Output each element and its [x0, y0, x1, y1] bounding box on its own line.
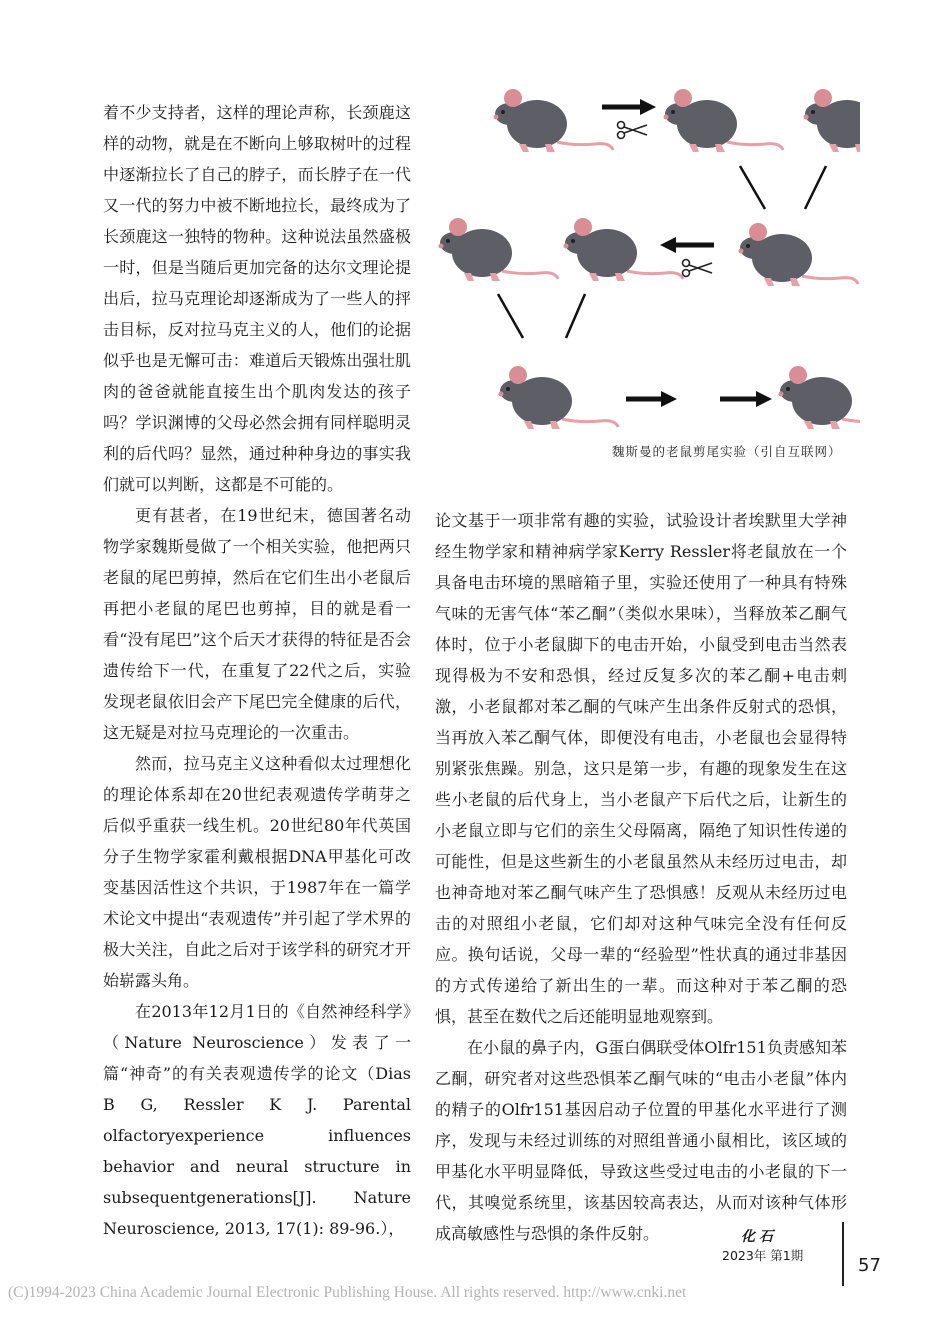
connector-line	[740, 166, 765, 209]
arrow-right-icon	[626, 391, 677, 407]
figure-illustration	[420, 76, 860, 438]
mouse-icon	[804, 89, 861, 152]
mouse-icon	[779, 366, 861, 429]
footer-divider	[842, 1222, 844, 1286]
paragraph: 在小鼠的鼻子内，G蛋白偶联受体Olfr151负责感知苯乙酮，研究者对这些恐惧苯乙酮气味的“电击小老鼠”体内的精子的Olfr151基因启动子位置的甲基化水平进行了测序，发现与未经过训练的对照组普通小鼠相比，该区域的甲基化水平明显降低，导致这些受过电击的小老鼠的下一代，其嗅觉系统里，该基因较高表达，从而对该种气体形成高敏感性与恐惧的条件反射。	[435, 1038, 847, 1243]
left-column	[103, 97, 411, 1244]
paragraph: 论文基于一项非常有趣的实验，试验设计者埃默里大学神经生物学家和精神病学家Kerry Ressler将老鼠放在一个具备电击环境的黑暗箱子里，实验还使用了一种具有特殊气味的无害气体“苯乙酮”（类似水果味），当释放苯乙酮气体时，位于小老鼠脚下的电击开始，小鼠受到电击当然表现得极为不安和恐惧，经过反复多次的苯乙酮+电击刺激，小老鼠都对苯乙酮的气味产生出条件反射式的恐惧，当再放入苯乙酮气体，即便没有电击，小老鼠也会显得特别紧张焦躁。别急，这只是第一步，有趣的现象发生在这些小老鼠的后代身上，当小老鼠产下后代之后，让新生的小老鼠立即与它们的亲生父母隔离，隔绝了知识性传递的可能性，但是这些新生的小老鼠虽然从未经历过电击，却也神奇地对苯乙酮气味产生了恐惧感！反观从未经历过电击的对照组小老鼠，它们却对这种气味完全没有任何反应。换句话说，父母一辈的“经验型”性状真的通过非基因的方式传递给了新出生的一辈。而这种对于苯乙酮的恐惧，甚至在数代之后还能明显地观察到。	[435, 511, 847, 1026]
mouse-icon	[494, 89, 614, 152]
connector-line	[566, 294, 585, 338]
mouse-icon	[739, 223, 859, 286]
arrow-right-icon	[720, 391, 772, 407]
mouse-icon	[439, 218, 559, 281]
journal-issue: 2023年 第1期	[722, 1248, 804, 1263]
scissors-icon	[683, 260, 713, 277]
figure-caption: 魏斯曼的老鼠剪尾实验（引自互联网）	[612, 444, 842, 459]
page-number: 57	[858, 1255, 881, 1276]
connector-line	[805, 166, 826, 209]
arrow-left-icon	[660, 237, 714, 253]
paragraph: 着不少支持者，这样的理论声称，长颈鹿这样的动物，就是在不断向上够取树叶的过程中逐渐拉长了自己的脖子，而长脖子在一代又一代的努力中被不断地拉长，最终成为了长颈鹿这一独特的物种。这种说法虽然盛极一时，但是当随后更加完备的达尔文理论提出后，拉马克理论却逐渐成为了一些人的抨击目标，反对拉马克主义的人，他们的论据似乎也是无懈可击：难道后天锻炼出强壮肌肉的爸爸就能直接生出个肌肉发达的孩子吗？学识渊博的父母必然会拥有同样聪明灵利的后代吗？显然，通过种种身边的事实我们就可以判断，这都是不可能的。	[103, 103, 411, 494]
paragraph: 然而，拉马克主义这种看似太过理想化的理论体系却在20世纪表观遗传学萌芽之后似乎重获一线生机。20世纪80年代英国分子生物学家霍利戴根据DNA甲基化可改变基因活性这个共识，于1987年在一篇学术论文中提出“表观遗传”并引起了学术界的极大关注，自此之后对于该学科的研究才开始崭露头角。	[103, 754, 411, 990]
mouse-icon	[664, 89, 784, 152]
scissors-icon	[618, 122, 648, 139]
paragraph: 更有甚者，在19世纪末，德国著名动物学家魏斯曼做了一个相关实验，他把两只老鼠的尾巴剪掉，然后在它们生出小老鼠后再把小老鼠的尾巴也剪掉，目的就是看一看“没有尾巴”这个后天才获得的特征是否会遗传给下一代，在重复了22代之后，实验发现老鼠依旧会产下尾巴完全健康的后代，这无疑是对拉马克理论的一次重击。	[103, 506, 411, 742]
arrow-right-icon	[602, 99, 656, 115]
mouse-icon	[564, 218, 684, 281]
right-column	[435, 505, 847, 1249]
paragraph: 在2013年12月1日的《自然神经科学》（Nature Neuroscience）发表了一篇“神奇”的有关表观遗传学的论文（Dias B G, Ressler K J. Parental olfactoryexperience influences behavior and neural structure in subsequentgenerations[J]. Nature Neuroscience, 2013, 17(1): 89-96.），	[103, 1002, 411, 1238]
mouse-experiment-figure	[420, 76, 860, 438]
mouse-icon	[499, 366, 619, 429]
connector-line	[498, 294, 523, 338]
journal-title: 化石	[741, 1229, 777, 1245]
copyright-notice: (C)1994-2023 China Academic Journal Electronic Publishing House. All rights reserved. http://www.cnki.net	[8, 1284, 687, 1301]
